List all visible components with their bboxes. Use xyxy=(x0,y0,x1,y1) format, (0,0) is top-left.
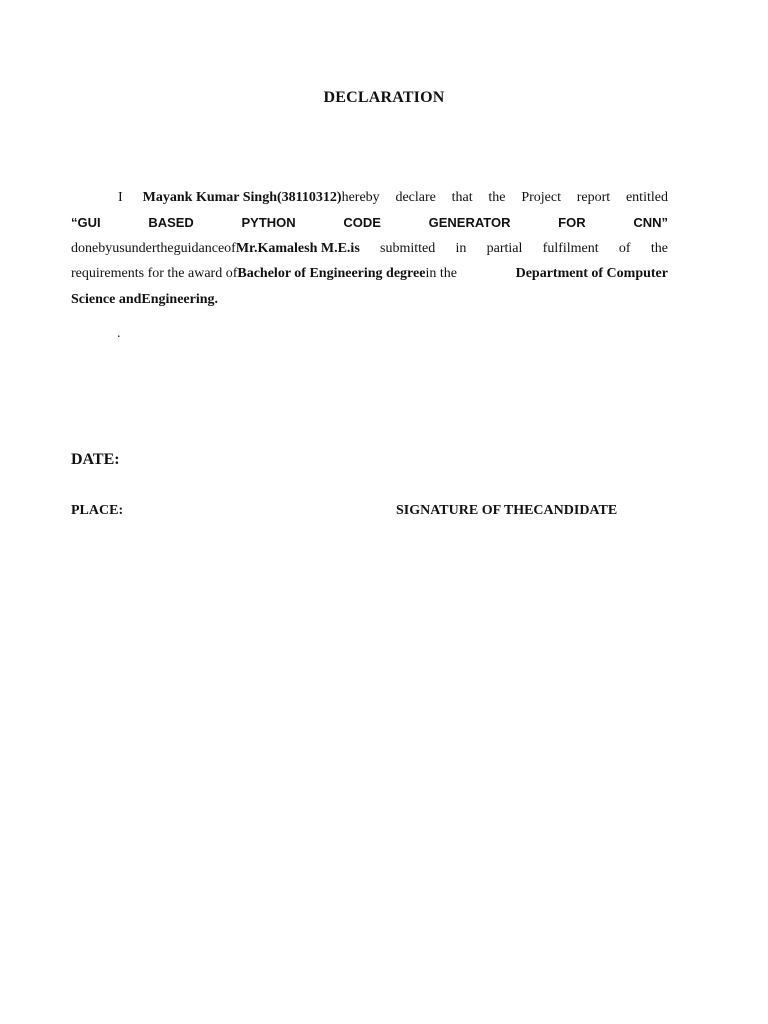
word-declare: declare xyxy=(395,190,436,205)
guide-name: Mr.Kamalesh M.E.is xyxy=(235,241,360,256)
word-fulfilment: fulfilment xyxy=(542,241,599,256)
word-in: in xyxy=(455,241,467,256)
page-title: DECLARATION xyxy=(323,89,445,106)
date-label: DATE: xyxy=(71,451,120,468)
project-title-word: GENERATOR xyxy=(428,215,511,230)
project-title-word: FOR xyxy=(558,215,586,230)
degree-name: Bachelor of Engineering degree xyxy=(237,266,426,281)
word-of: of xyxy=(618,241,631,256)
word-report: report xyxy=(576,190,611,205)
guidance-lead xyxy=(71,240,360,258)
project-title-word: PYTHON xyxy=(241,215,296,230)
declaration-line-1 xyxy=(71,189,668,207)
word-that: that xyxy=(451,190,473,205)
department-continued: Science andEngineering. xyxy=(71,292,219,307)
word-the-end: the xyxy=(650,241,668,256)
project-title-word: “GUI xyxy=(71,215,101,230)
word-the: the xyxy=(488,190,506,205)
declaration-line-3 xyxy=(71,240,668,258)
degree-segment xyxy=(71,265,457,283)
guidance-prefix: donebyusundertheguidanceof xyxy=(71,241,236,256)
project-title-word: BASED xyxy=(148,215,194,230)
place-label: PLACE: xyxy=(71,503,124,518)
in-the-text: in the xyxy=(425,266,457,281)
signature-label: SIGNATURE OF THECANDIDATE xyxy=(396,503,618,518)
declaration-line-4 xyxy=(71,265,668,283)
word-project: Project xyxy=(521,190,561,205)
pronoun: I xyxy=(118,190,123,205)
award-text: requirements for the award of xyxy=(71,266,238,281)
word-submitted: submitted xyxy=(380,241,436,256)
stray-dot: . xyxy=(117,326,121,341)
department-name: Department of Computer xyxy=(515,266,668,281)
line1-lead xyxy=(71,189,380,207)
word-partial: partial xyxy=(486,241,523,256)
project-title-line xyxy=(71,214,668,232)
word-entitled: entitled xyxy=(625,190,668,205)
candidate-name: Mayank Kumar Singh(38110312) xyxy=(142,190,342,205)
project-title-word: CODE xyxy=(343,215,381,230)
word-hereby: hereby xyxy=(341,190,380,205)
project-title-word: CNN” xyxy=(633,215,668,230)
